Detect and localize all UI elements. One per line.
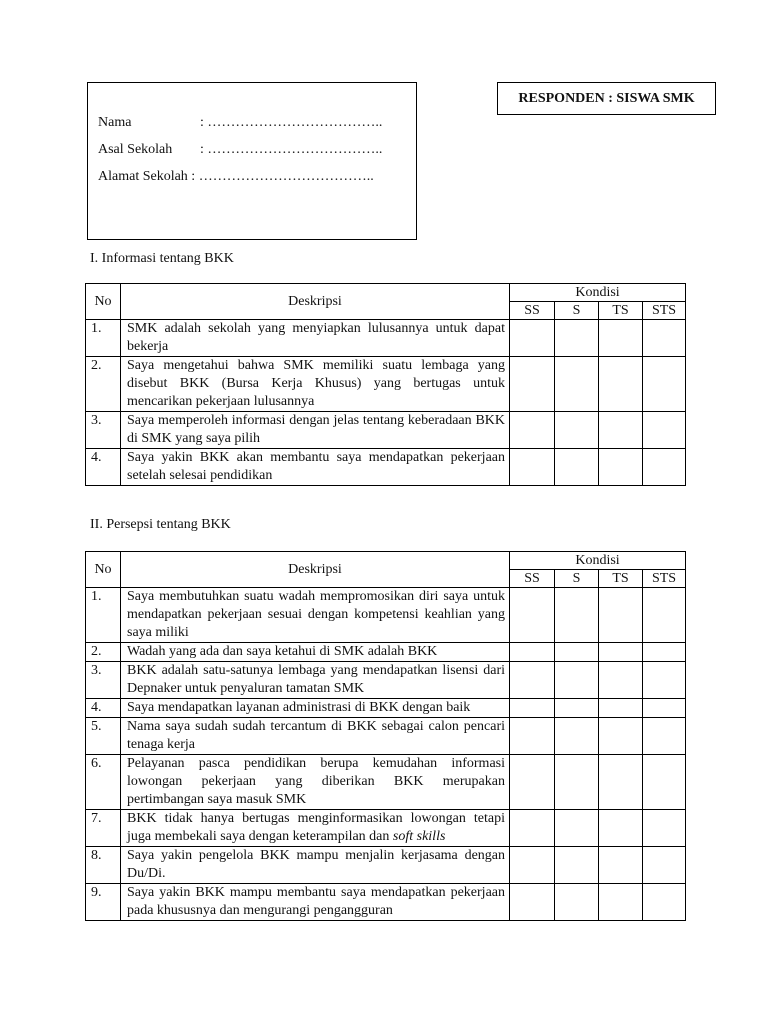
answer-cell-sts[interactable]: [643, 847, 686, 884]
row-description-text: Saya yakin pengelola BKK mampu menjalin kerjasama dengan Du/Di.: [127, 848, 505, 881]
row-number: 8.: [86, 847, 121, 884]
row-description: [121, 699, 510, 718]
table-row: [86, 449, 686, 486]
answer-cell-ts[interactable]: [599, 755, 643, 810]
header-deskripsi: Deskripsi: [121, 284, 510, 320]
row-description-text: Saya yakin BKK mampu membantu saya mendapatkan pekerjaan pada khususnya dan mengurangi pengangguran: [127, 885, 505, 918]
row-description-italic: soft skills: [392, 829, 446, 844]
answer-cell-sts[interactable]: [643, 718, 686, 755]
table-row: [86, 357, 686, 412]
row-description: [121, 718, 510, 755]
table-row: [86, 662, 686, 699]
answer-cell-s[interactable]: [555, 699, 599, 718]
row-number: 1.: [86, 588, 121, 643]
row-description-text: Nama saya sudah sudah tercantum di BKK sebagai calon pencari tenaga kerja: [127, 719, 505, 752]
answer-cell-ss[interactable]: [510, 588, 555, 643]
answer-cell-s[interactable]: [555, 718, 599, 755]
section2-table: [85, 551, 686, 921]
answer-cell-ss[interactable]: [510, 884, 555, 921]
answer-cell-sts[interactable]: [643, 320, 686, 357]
row-description: [121, 810, 510, 847]
answer-cell-ts[interactable]: [599, 643, 643, 662]
table-row: [86, 320, 686, 357]
answer-cell-ts[interactable]: [599, 412, 643, 449]
table-row: [86, 847, 686, 884]
row-number: 3.: [86, 662, 121, 699]
row-description: [121, 884, 510, 921]
row-number: 4.: [86, 449, 121, 486]
header-kondisi: Kondisi: [510, 284, 686, 302]
table-row: [86, 699, 686, 718]
answer-cell-ss[interactable]: [510, 449, 555, 486]
answer-cell-s[interactable]: [555, 643, 599, 662]
row-description: [121, 643, 510, 662]
row-description-text: Saya mengetahui bahwa SMK memiliki suatu lembaga yang disebut BKK (Bursa Kerja Khusus) yang bertugas untuk mencarikan pekerjaan lulusannya: [127, 358, 505, 409]
row-number: 9.: [86, 884, 121, 921]
row-number: 3.: [86, 412, 121, 449]
name-field-row: [98, 115, 382, 131]
answer-cell-s[interactable]: [555, 847, 599, 884]
row-description: [121, 412, 510, 449]
answer-cell-ts[interactable]: [599, 449, 643, 486]
header-sts: STS: [643, 570, 686, 588]
answer-cell-ss[interactable]: [510, 357, 555, 412]
table-row: [86, 755, 686, 810]
header-s: S: [555, 570, 599, 588]
school-address-label: Alamat Sekolah :: [98, 169, 196, 184]
row-description: [121, 662, 510, 699]
answer-cell-sts[interactable]: [643, 412, 686, 449]
header-kondisi: Kondisi: [510, 552, 686, 570]
answer-cell-s[interactable]: [555, 449, 599, 486]
answer-cell-s[interactable]: [555, 755, 599, 810]
name-label: Nama: [98, 115, 132, 130]
answer-cell-ts[interactable]: [599, 884, 643, 921]
answer-cell-ts[interactable]: [599, 699, 643, 718]
answer-cell-s[interactable]: [555, 357, 599, 412]
school-blank[interactable]: : ………………………………..: [200, 142, 383, 157]
answer-cell-ss[interactable]: [510, 699, 555, 718]
answer-cell-sts[interactable]: [643, 662, 686, 699]
answer-cell-sts[interactable]: [643, 357, 686, 412]
table-row: [86, 810, 686, 847]
school-field-row: [98, 142, 382, 158]
answer-cell-ss[interactable]: [510, 755, 555, 810]
header-sts: STS: [643, 302, 686, 320]
row-description: [121, 449, 510, 486]
row-description-text: SMK adalah sekolah yang menyiapkan lulusannya untuk dapat bekerja: [127, 321, 505, 354]
row-description: [121, 320, 510, 357]
row-description-text: Saya memperoleh informasi dengan jelas tentang keberadaan BKK di SMK yang saya pilih: [127, 413, 505, 446]
row-description: [121, 357, 510, 412]
header-ts: TS: [599, 302, 643, 320]
answer-cell-sts[interactable]: [643, 699, 686, 718]
header-ss: SS: [510, 302, 555, 320]
answer-cell-s[interactable]: [555, 320, 599, 357]
answer-cell-sts[interactable]: [643, 884, 686, 921]
row-description-text: BKK tidak hanya bertugas menginformasikan lowongan tetapi juga membekali saya dengan keterampilan dan: [127, 811, 505, 844]
row-description-text: BKK adalah satu-satunya lembaga yang mendapatkan lisensi dari Depnaker untuk penyaluran tamatan SMK: [127, 663, 505, 696]
row-number: 5.: [86, 718, 121, 755]
header-no: No: [86, 552, 121, 588]
answer-cell-ts[interactable]: [599, 357, 643, 412]
row-number: 2.: [86, 643, 121, 662]
row-number: 1.: [86, 320, 121, 357]
header-s: S: [555, 302, 599, 320]
answer-cell-ss[interactable]: [510, 643, 555, 662]
answer-cell-ss[interactable]: [510, 810, 555, 847]
school-address-blank[interactable]: ………………………………..: [195, 169, 374, 184]
answer-cell-ts[interactable]: [599, 847, 643, 884]
answer-cell-ss[interactable]: [510, 320, 555, 357]
school-label: Asal Sekolah: [98, 142, 173, 157]
row-description-text: Pelayanan pasca pendidikan berupa kemudahan informasi lowongan pekerjaan yang diberikan BKK merupakan pertimbangan saya masuk SMK: [127, 756, 505, 807]
row-description-text: Saya mendapatkan layanan administrasi di BKK dengan baik: [127, 700, 471, 715]
table-row: [86, 884, 686, 921]
table-row: [86, 412, 686, 449]
answer-cell-s[interactable]: [555, 662, 599, 699]
answer-cell-ss[interactable]: [510, 662, 555, 699]
answer-cell-ts[interactable]: [599, 320, 643, 357]
table-row: [86, 643, 686, 662]
name-blank[interactable]: : ………………………………..: [200, 115, 383, 130]
header-deskripsi: Deskripsi: [121, 552, 510, 588]
row-number: 4.: [86, 699, 121, 718]
section1-title: I. Informasi tentang BKK: [90, 251, 234, 266]
identity-box: [87, 82, 417, 240]
answer-cell-sts[interactable]: [643, 755, 686, 810]
school-address-field-row: [98, 169, 374, 185]
respondent-label: RESPONDEN : SISWA SMK: [497, 82, 716, 115]
header-no: No: [86, 284, 121, 320]
row-description-text: Saya membutuhkan suatu wadah mempromosikan diri saya untuk mendapatkan pekerjaan sesuai dengan kompetensi keahlian yang saya miliki: [127, 589, 505, 640]
answer-cell-ts[interactable]: [599, 810, 643, 847]
section2-title: II. Persepsi tentang BKK: [90, 517, 231, 532]
answer-cell-sts[interactable]: [643, 588, 686, 643]
header-ts: TS: [599, 570, 643, 588]
answer-cell-ss[interactable]: [510, 718, 555, 755]
row-number: 6.: [86, 755, 121, 810]
row-number: 7.: [86, 810, 121, 847]
answer-cell-sts[interactable]: [643, 449, 686, 486]
answer-cell-s[interactable]: [555, 588, 599, 643]
row-description: [121, 755, 510, 810]
answer-cell-s[interactable]: [555, 884, 599, 921]
header-ss: SS: [510, 570, 555, 588]
answer-cell-sts[interactable]: [643, 643, 686, 662]
answer-cell-ts[interactable]: [599, 662, 643, 699]
answer-cell-sts[interactable]: [643, 810, 686, 847]
row-number: 2.: [86, 357, 121, 412]
answer-cell-ss[interactable]: [510, 412, 555, 449]
row-description: [121, 847, 510, 884]
answer-cell-ts[interactable]: [599, 718, 643, 755]
row-description: [121, 588, 510, 643]
answer-cell-s[interactable]: [555, 810, 599, 847]
section1-table: [85, 283, 686, 486]
table-row: [86, 718, 686, 755]
row-description-text: Saya yakin BKK akan membantu saya mendapatkan pekerjaan setelah selesai pendidikan: [127, 450, 505, 483]
answer-cell-ts[interactable]: [599, 588, 643, 643]
table-row: [86, 588, 686, 643]
row-description-text: Wadah yang ada dan saya ketahui di SMK adalah BKK: [127, 644, 438, 659]
answer-cell-s[interactable]: [555, 412, 599, 449]
answer-cell-ss[interactable]: [510, 847, 555, 884]
